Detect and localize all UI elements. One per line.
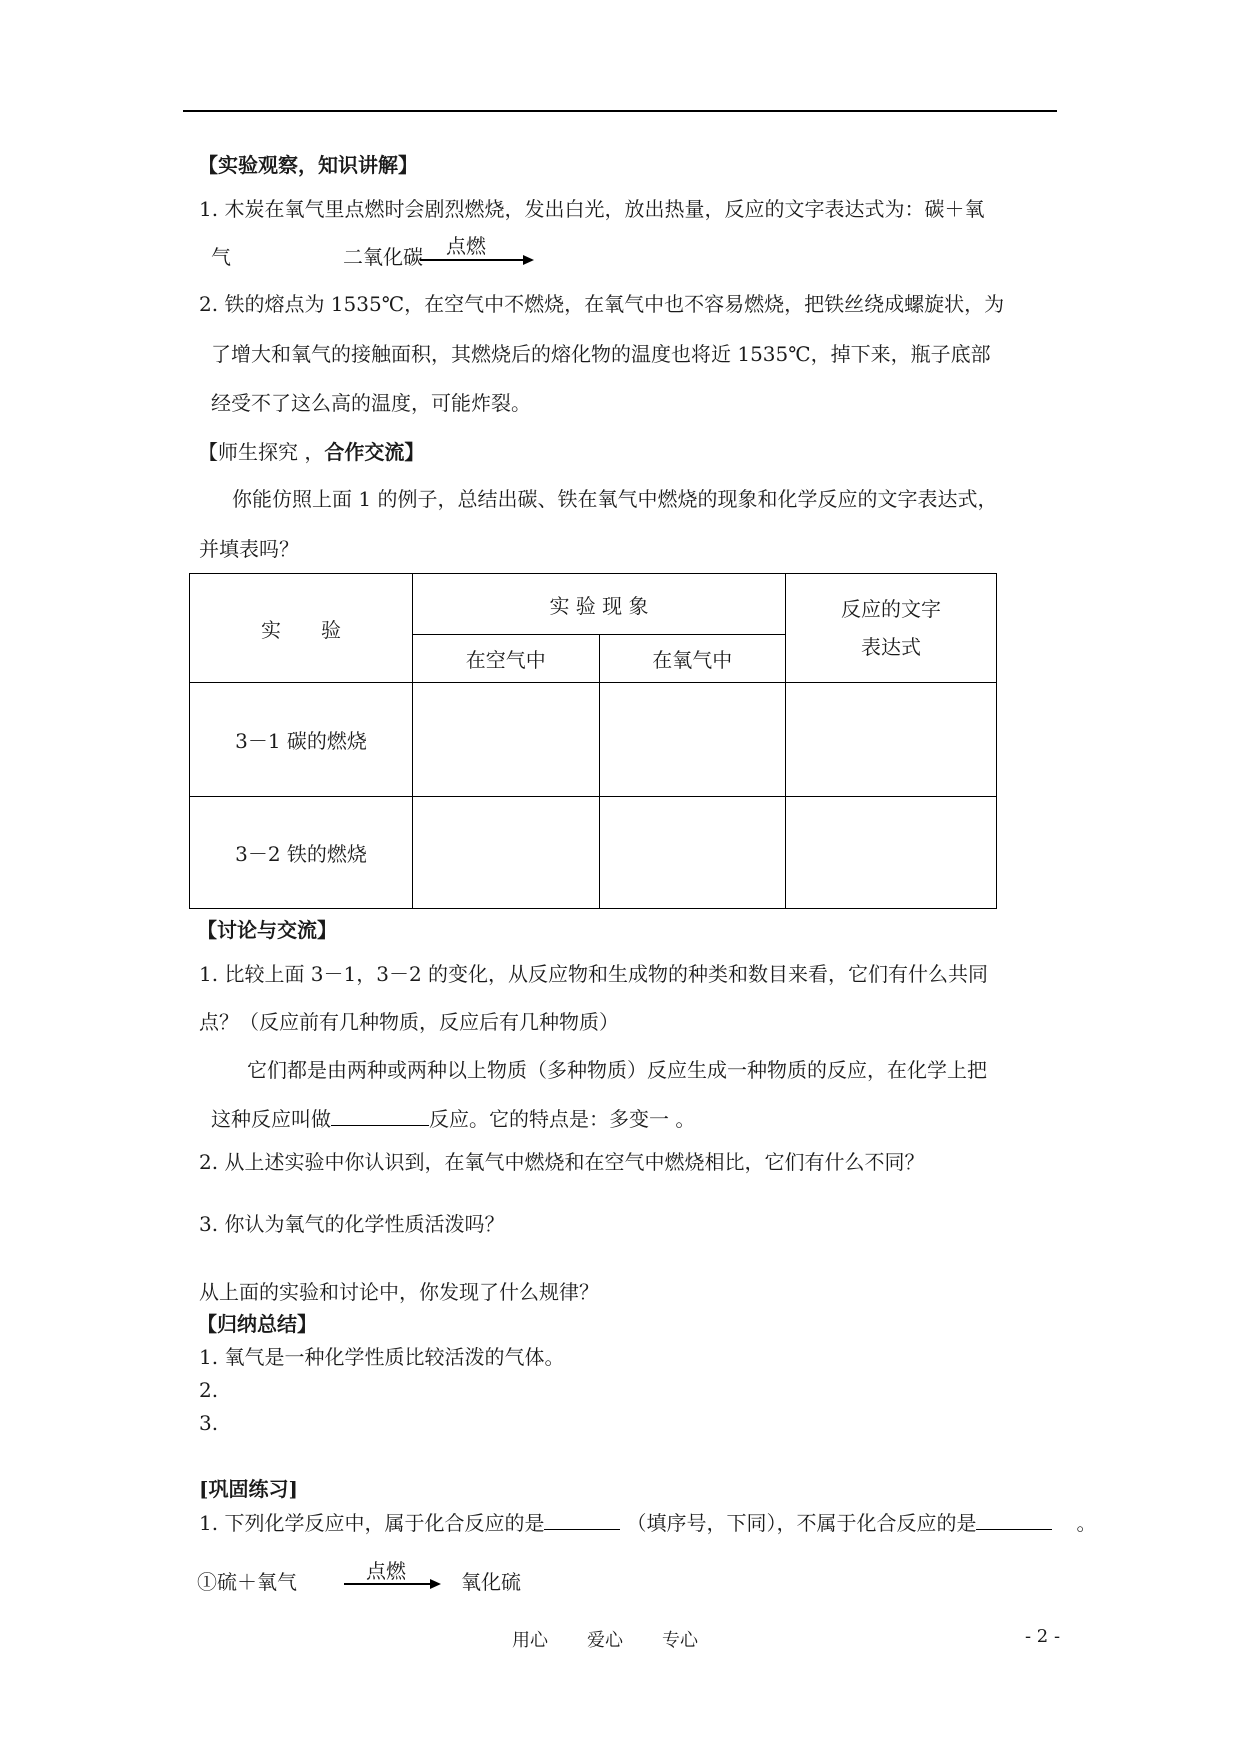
item2-line1: 2. 铁的熔点为 1535℃，在空气中不燃烧，在氧气中也不容易燃烧，把铁丝绕成螺旋状，为	[199, 292, 1005, 316]
header-experiment	[190, 574, 413, 683]
cell-carbon-air[interactable]	[413, 683, 600, 797]
header-experiment-label: 实 验	[261, 617, 341, 642]
subheader-oxygen-label: 在氧气中	[652, 648, 733, 672]
footer-motto-2: 爱心	[587, 1630, 623, 1651]
prompt-line1: 你能仿照上面 1 的例子，总结出碳、铁在氧气中燃烧的现象和化学反应的文字表达式，	[232, 487, 998, 511]
header-expression-line1: 反应的文字	[841, 597, 941, 621]
prompt-line2: 并填表吗？	[199, 537, 299, 561]
q2: 2. 从上述实验中你认识到，在氧气中燃烧和在空气中燃烧相比，它们有什么不同？	[199, 1150, 925, 1174]
row-label-carbon-text: 3－1 碳的燃烧	[235, 729, 367, 753]
summary-item3: 3.	[199, 1411, 219, 1435]
answer-line2-pre: 这种反应叫做	[211, 1107, 331, 1131]
footer-motto-3: 专心	[662, 1630, 698, 1651]
practice-answer-blank-2[interactable]	[976, 1511, 1052, 1530]
practice-q1-mid: （填序号，下同），不属于化合反应的是	[626, 1511, 977, 1535]
header-phenomenon-label: 实 验 现 象	[549, 593, 649, 618]
header-rule	[183, 110, 1057, 112]
cell-iron-air[interactable]	[413, 797, 600, 909]
reaction1-reactants: ①硫＋氧气	[197, 1570, 297, 1594]
section-heading-discussion: 【讨论与交流】	[197, 918, 337, 942]
section-heading-observation: 【实验观察，知识讲解】	[198, 153, 418, 177]
q4: 从上面的实验和讨论中，你发现了什么规律？	[199, 1280, 599, 1304]
practice-q1	[199, 1511, 1096, 1535]
item1-product: 二氧化碳	[343, 245, 423, 269]
inquiry-heading-part2: 合作交流】	[324, 440, 425, 464]
page-number: - 2 -	[1025, 1626, 1061, 1647]
header-expression-line2: 表达式	[861, 635, 921, 659]
footer-motto-1: 用心	[512, 1630, 548, 1651]
row-label-iron-text: 3－2 铁的燃烧	[235, 842, 367, 866]
experiment-table	[189, 573, 997, 909]
practice-q1-pre: 1. 下列化学反应中，属于化合反应的是	[199, 1511, 545, 1535]
cell-iron-oxygen[interactable]	[599, 797, 786, 909]
practice-answer-blank-1[interactable]	[544, 1511, 620, 1530]
subheader-oxygen	[599, 635, 786, 683]
q3: 3. 你认为氧气的化学性质活泼吗？	[199, 1212, 505, 1236]
row-label-iron	[190, 797, 413, 909]
practice-q1-end: 。	[1076, 1511, 1097, 1535]
inquiry-heading-part1: 【师生探究 ，	[198, 440, 325, 464]
subheader-air-label: 在空气中	[465, 648, 546, 672]
header-phenomenon	[413, 574, 786, 635]
row-label-carbon	[190, 683, 413, 797]
reaction1-arrow	[344, 1583, 439, 1585]
summary-item2: 2.	[199, 1378, 219, 1402]
reaction1-product: 氧化硫	[461, 1570, 521, 1594]
subheader-air	[413, 635, 600, 683]
section-heading-practice: [巩固练习]	[199, 1477, 298, 1501]
reaction-type-blank[interactable]	[331, 1107, 429, 1126]
item2-line3: 经受不了这么高的温度，可能炸裂。	[211, 391, 531, 415]
reaction1-condition: 点燃	[366, 1559, 406, 1583]
answer-line1: 它们都是由两种或两种以上物质（多种物质）反应生成一种物质的反应，在化学上把	[247, 1058, 987, 1082]
q1-line2: 点？（反应前有几种物质，反应后有几种物质）	[199, 1010, 619, 1034]
cell-iron-expression[interactable]	[786, 797, 997, 909]
summary-item1: 1. 氧气是一种化学性质比较活泼的气体。	[199, 1345, 565, 1369]
item2-line2: 了增大和氧气的接触面积，其燃烧后的熔化物的温度也将近 1535℃，掉下来，瓶子底部	[211, 342, 991, 366]
answer-line2-post: 反应。它的特点是：多变一 。	[429, 1107, 696, 1131]
q1-line1: 1. 比较上面 3－1，3－2 的变化，从反应物和生成物的种类和数目来看，它们有什么共同	[199, 962, 989, 986]
item1-line1: 1. 木炭在氧气里点燃时会剧烈燃烧，发出白光，放出热量，反应的文字表达式为：碳＋氧	[199, 197, 985, 221]
section-heading-inquiry	[198, 440, 424, 464]
item1-condition: 点燃	[446, 234, 486, 258]
item1-reactant-end: 气	[211, 245, 231, 269]
reaction-arrow	[420, 259, 532, 261]
cell-carbon-expression[interactable]	[786, 683, 997, 797]
section-heading-summary: 【归纳总结】	[197, 1312, 317, 1336]
answer-line2	[211, 1107, 695, 1131]
header-expression	[786, 574, 997, 683]
cell-carbon-oxygen[interactable]	[599, 683, 786, 797]
